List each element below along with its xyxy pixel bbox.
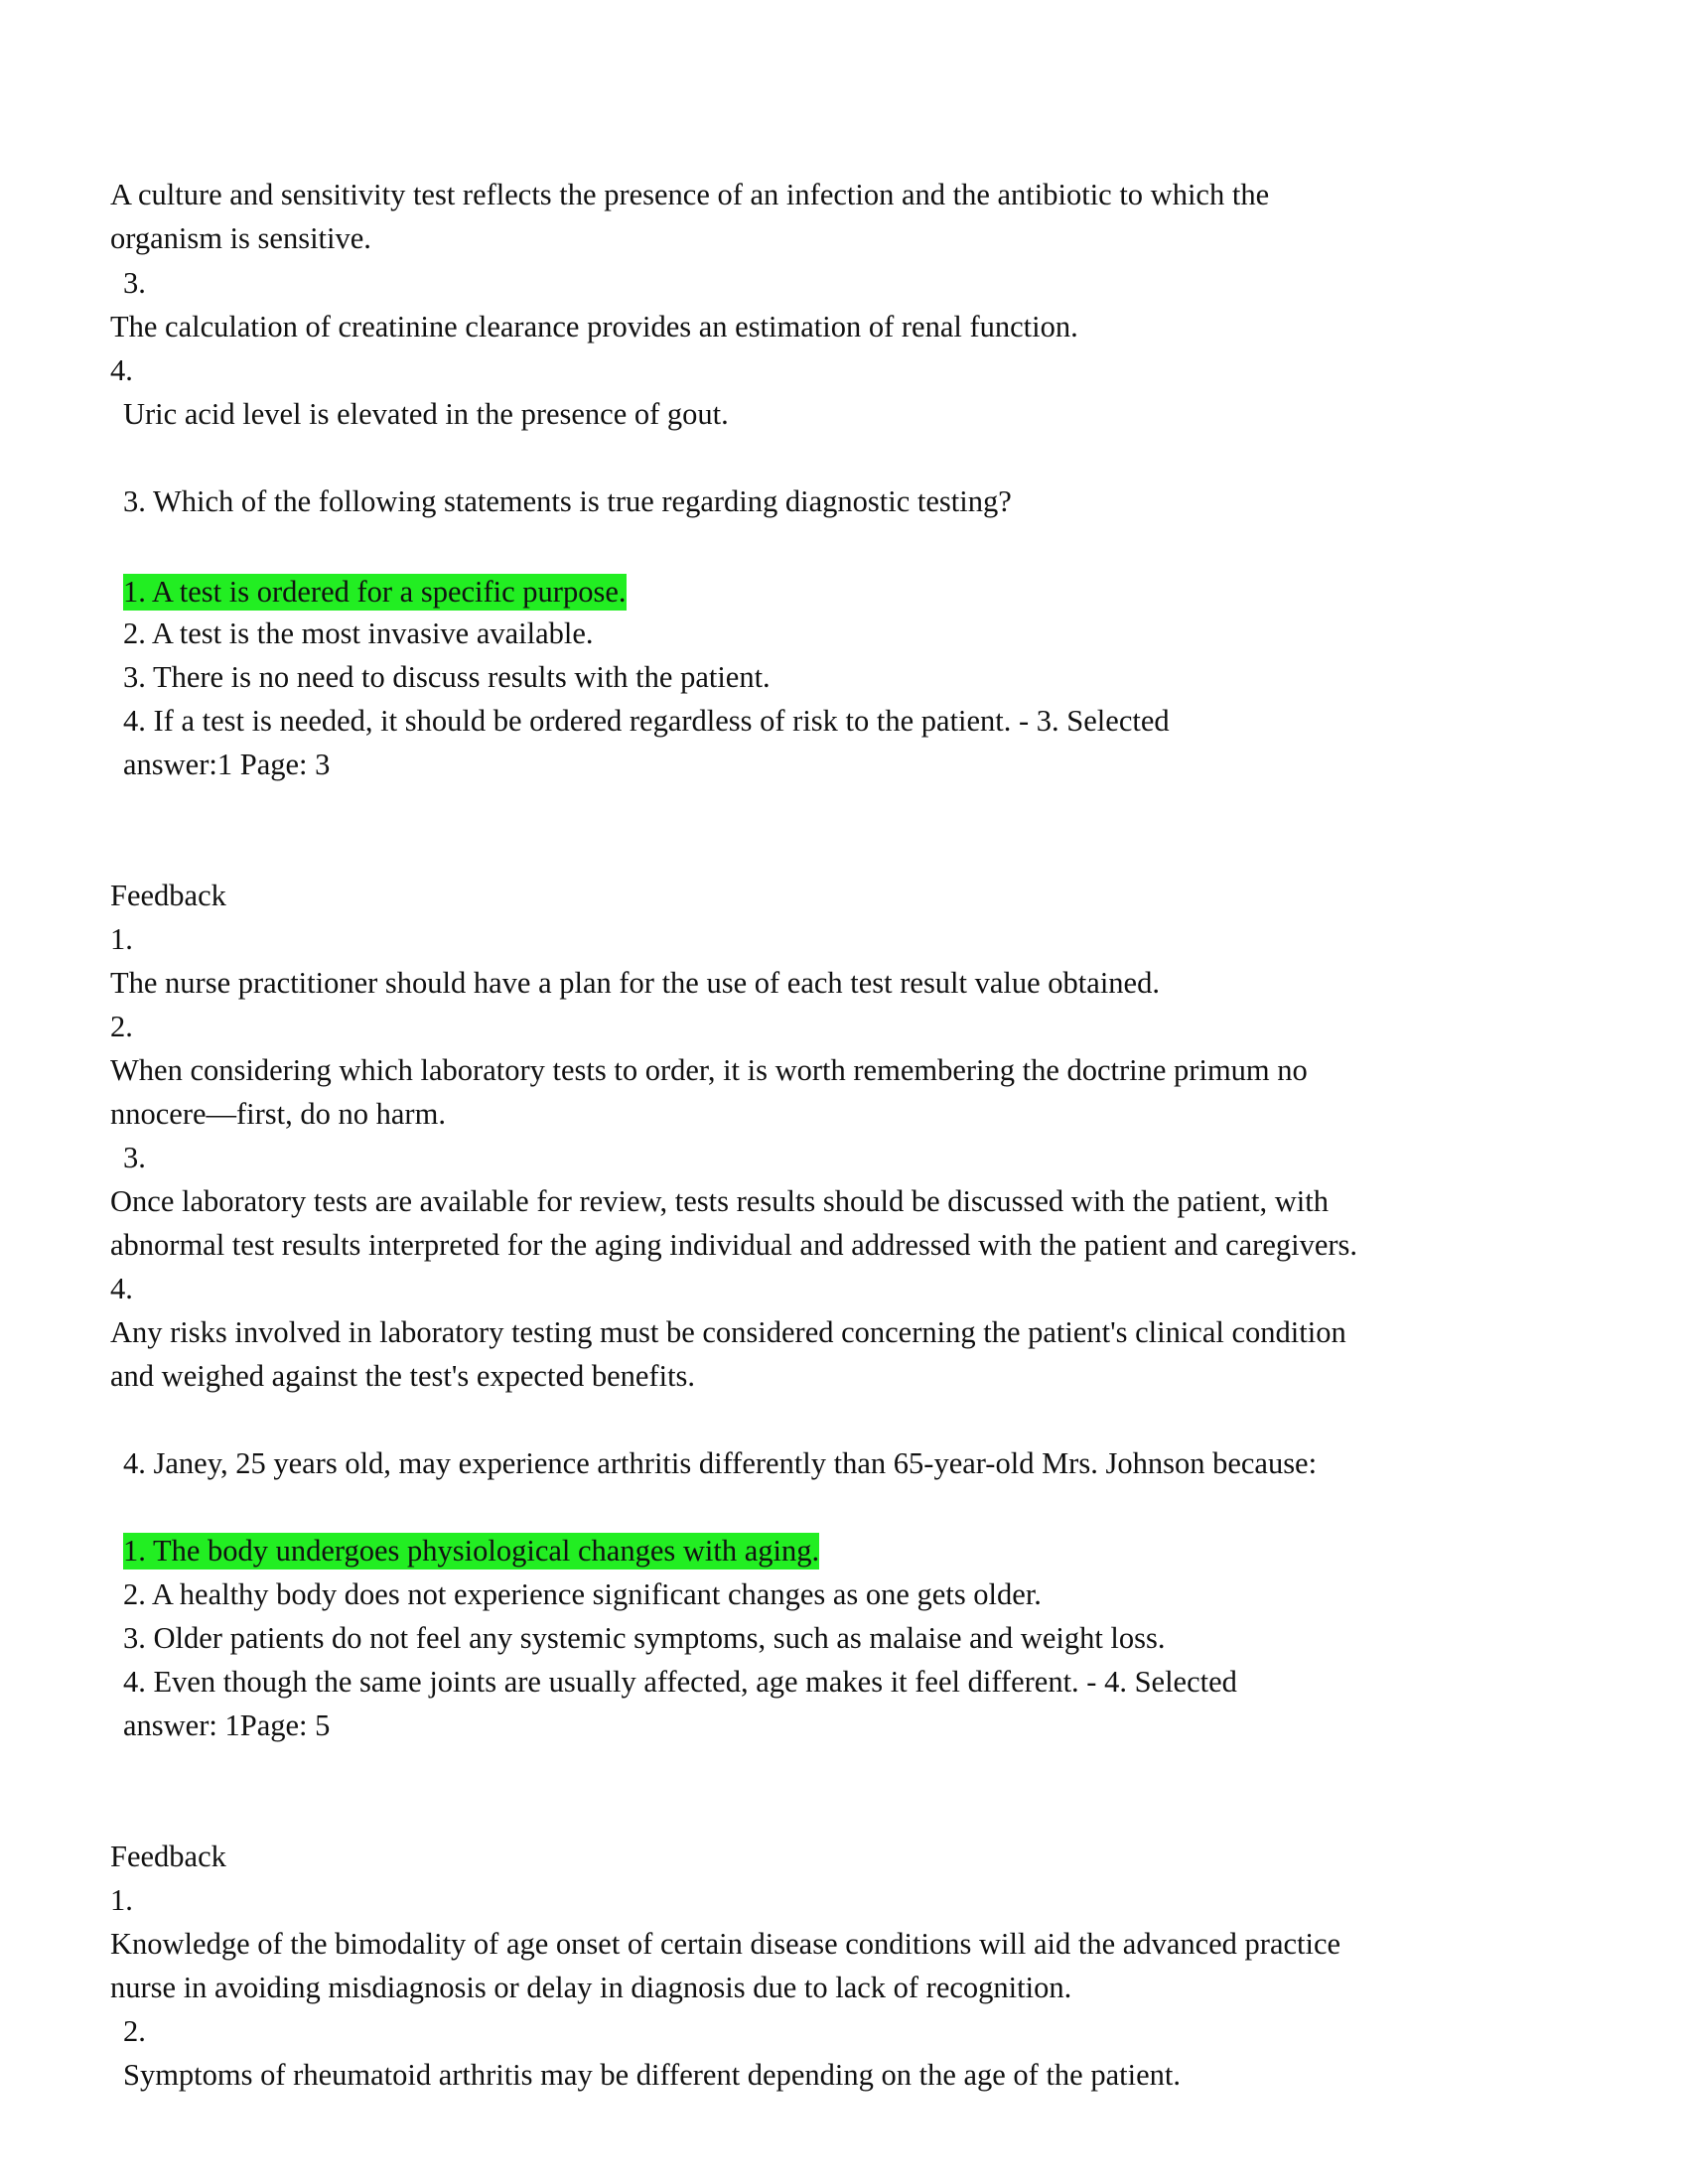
- q4-feedback-heading: Feedback: [110, 1840, 226, 1873]
- q3-feedback-4-line-2: and weighed against the test's expected benefits.: [110, 1359, 696, 1393]
- q3-option-1-correct: 1. A test is ordered for a specific purpose.: [123, 575, 627, 609]
- q3-feedback-3-line-2: abnormal test results interpreted for the aging individual and addressed with the patient and caregivers.: [110, 1228, 1358, 1262]
- q4-option-4: 4. Even though the same joints are usually affected, age makes it feel different. - 4. Selected: [123, 1665, 1237, 1699]
- q4-answer-line: answer: 1Page: 5: [123, 1708, 331, 1742]
- q3-feedback-heading: Feedback: [110, 879, 226, 912]
- q3-feedback-number-1: 1.: [110, 922, 133, 956]
- q3-feedback-number-2: 2.: [110, 1010, 133, 1043]
- q3-option-2: 2. A test is the most invasive available.: [123, 616, 594, 650]
- q4-feedback-1-line-1: Knowledge of the bimodality of age onset of certain disease conditions will aid the advanced practice: [110, 1927, 1341, 1961]
- q4-option-2: 2. A healthy body does not experience significant changes as one gets older.: [123, 1577, 1042, 1611]
- q2-feedback-2-line-1: A culture and sensitivity test reflects the presence of an infection and the antibiotic to which the: [110, 178, 1270, 211]
- q3-feedback-3-line-1: Once laboratory tests are available for review, tests results should be discussed with the patient, with: [110, 1184, 1329, 1218]
- q4-feedback-number-2: 2.: [123, 2014, 146, 2048]
- q4-feedback-2: Symptoms of rheumatoid arthritis may be different depending on the age of the patient.: [123, 2058, 1181, 2092]
- q2-feedback-number-4: 4.: [110, 353, 133, 387]
- q3-feedback-4-line-1: Any risks involved in laboratory testing must be considered concerning the patient's clinical condition: [110, 1315, 1346, 1349]
- q3-feedback-number-4: 4.: [110, 1272, 133, 1305]
- q3-feedback-number-3: 3.: [123, 1141, 146, 1174]
- q4-feedback-number-1: 1.: [110, 1883, 133, 1917]
- q3-option-3: 3. There is no need to discuss results with the patient.: [123, 660, 771, 694]
- q2-feedback-4: Uric acid level is elevated in the presence of gout.: [123, 397, 729, 431]
- q2-feedback-2-line-2: organism is sensitive.: [110, 221, 371, 255]
- q2-feedback-3: The calculation of creatinine clearance provides an estimation of renal function.: [110, 310, 1078, 343]
- q3-feedback-2-line-2: nnocere—first, do no harm.: [110, 1097, 446, 1131]
- q4-feedback-1-line-2: nurse in avoiding misdiagnosis or delay in diagnosis due to lack of recognition.: [110, 1971, 1072, 2004]
- q3-option-4: 4. If a test is needed, it should be ordered regardless of risk to the patient. - 3. Selected: [123, 704, 1170, 738]
- q4-question: 4. Janey, 25 years old, may experience arthritis differently than 65-year-old Mrs. Johnson because:: [123, 1446, 1318, 1480]
- q4-option-1-correct: 1. The body undergoes physiological changes with aging.: [123, 1534, 820, 1568]
- q3-feedback-1: The nurse practitioner should have a plan for the use of each test result value obtained.: [110, 966, 1160, 1000]
- q3-question: 3. Which of the following statements is true regarding diagnostic testing?: [123, 484, 1012, 518]
- q3-answer-line: answer:1 Page: 3: [123, 748, 331, 781]
- q3-feedback-2-line-1: When considering which laboratory tests to order, it is worth remembering the doctrine primum no: [110, 1053, 1308, 1087]
- q2-feedback-number-3: 3.: [123, 266, 146, 300]
- q4-option-3: 3. Older patients do not feel any systemic symptoms, such as malaise and weight loss.: [123, 1621, 1166, 1655]
